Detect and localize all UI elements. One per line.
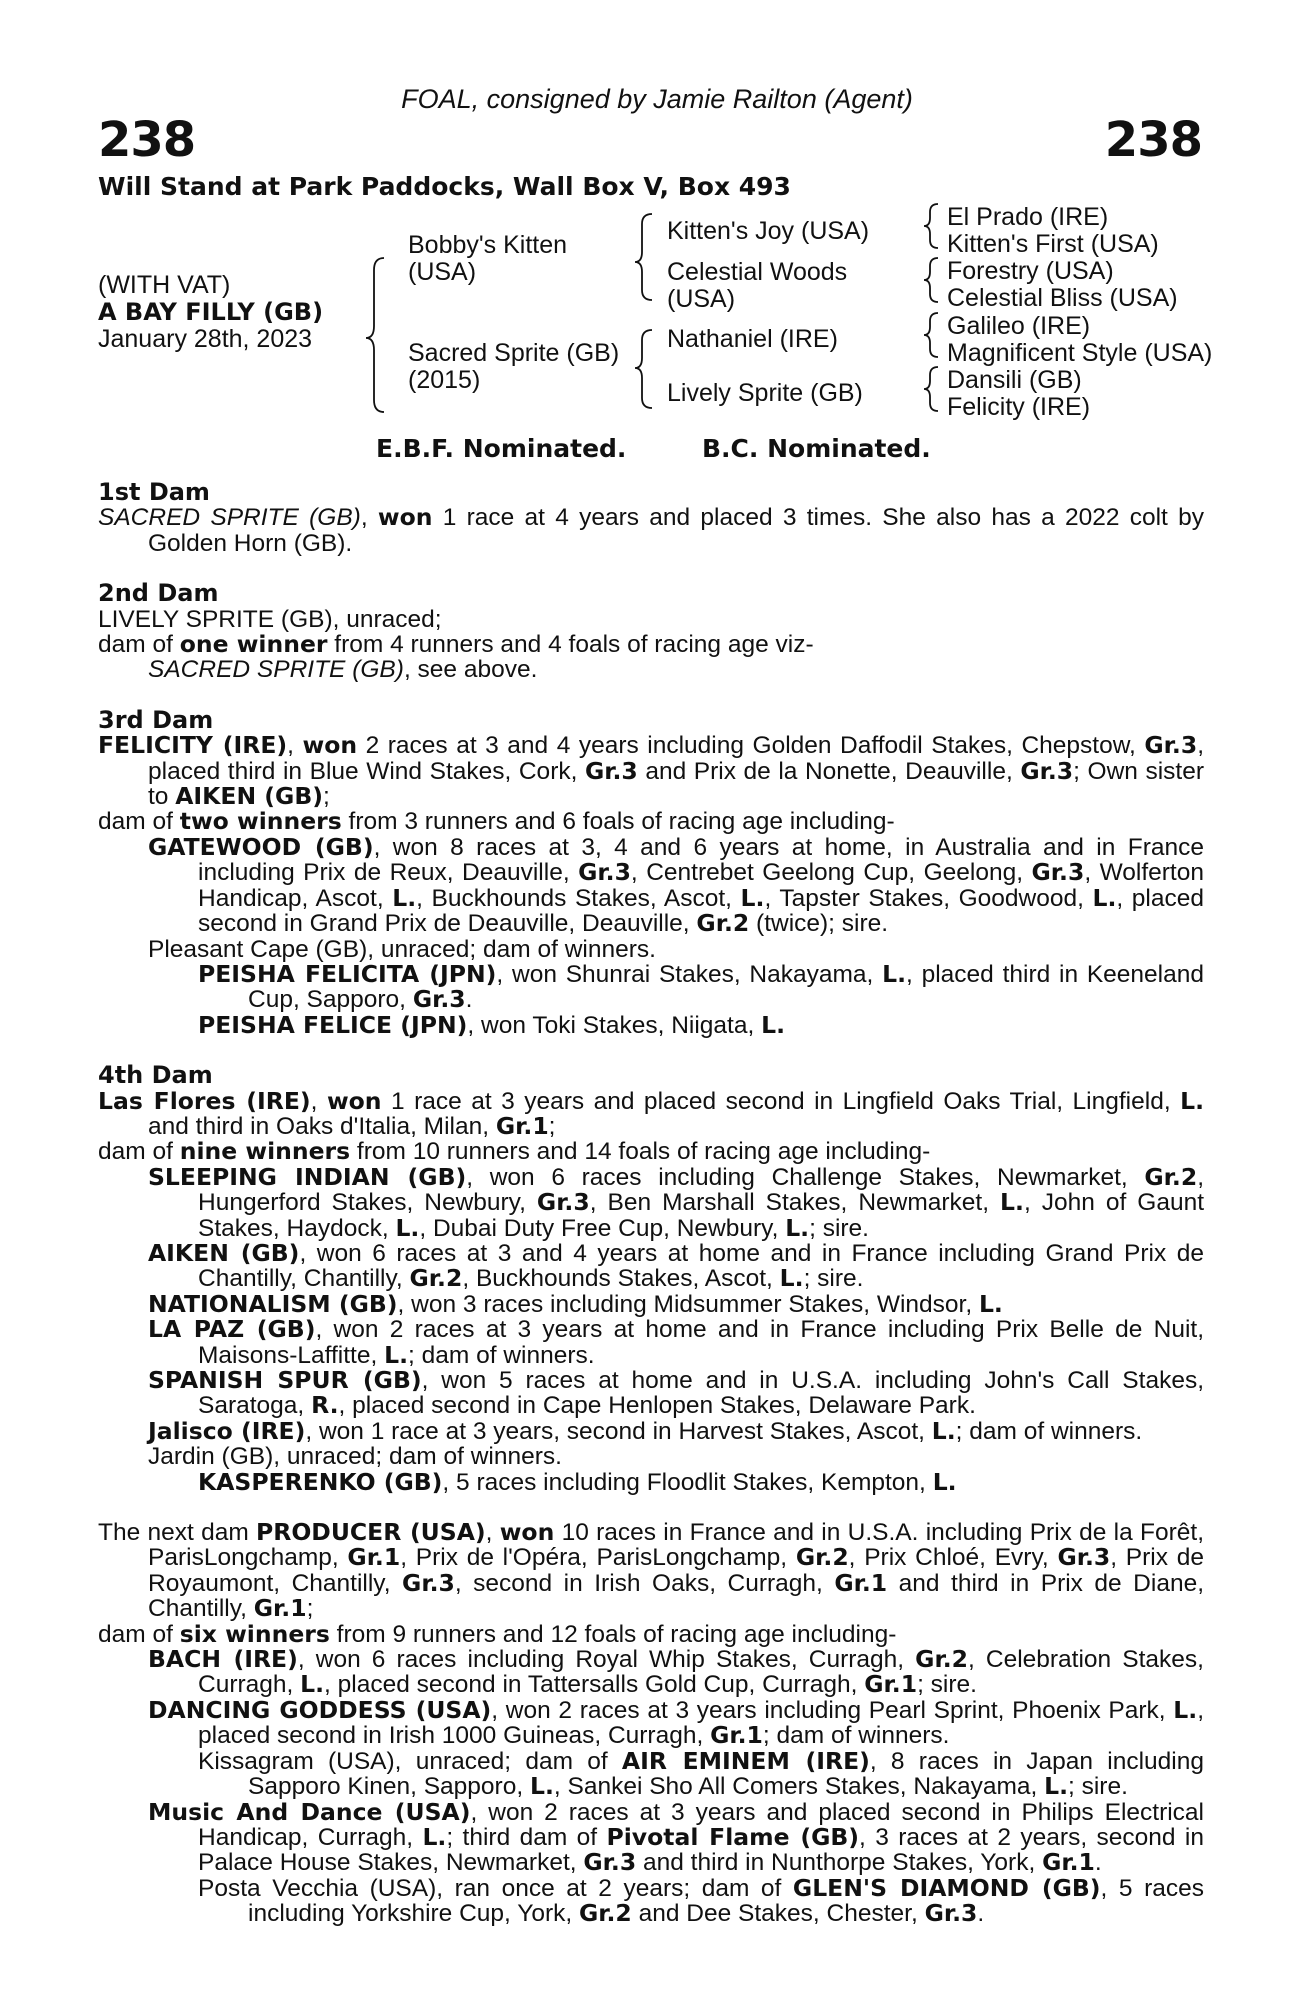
bc-nomination: B.C. Nominated. xyxy=(702,434,931,463)
g3-1: El Prado (IRE) xyxy=(947,203,1109,231)
foaling-date: January 28th, 2023 xyxy=(98,325,313,353)
next-dam-text: The next dam PRODUCER (USA), won 10 races in France and in U.S.A. including Prix de la Forêt, ParisLongchamp, Gr.1, Prix de l'Opéra, ParisLongchamp, Gr.2, Prix Chloé, Evry, Gr.3, Prix de Royaumont, Chantilly, Gr.3, second in Irish Oaks, Curragh, Gr.1 and third in Prix de Diane, Chantilly, Gr.1; xyxy=(98,1518,1205,1623)
produce-peisha-felice: PEISHA FELICE (JPN), won Toki Stakes, Niigata, L. xyxy=(198,1010,786,1039)
first-dam-text: SACRED SPRITE (GB), won 1 race at 4 years and placed 3 times. She also has a 2022 colt by Golden Horn (GB). xyxy=(98,503,1204,557)
produce-posta-vecchia: Posta Vecchia (USA), ran once at 2 years; dam of GLEN'S DIAMOND (GB), 5 races including Yorkshire Cup, York, Gr.2 and Dee Stakes, Chester, Gr.3. xyxy=(198,1873,1204,1928)
g3-5: Galileo (IRE) xyxy=(947,312,1091,340)
produce-la-paz: LA PAZ (GB), won 2 races at 3 years at home and in France including Prix Belle de Nuit, Maisons-Laffitte, L.; dam of winners. xyxy=(148,1315,1204,1369)
dam-name-line2: (2015) xyxy=(408,366,481,394)
sire-name-line2: (USA) xyxy=(408,258,477,286)
g3-8: Felicity (IRE) xyxy=(947,393,1091,421)
g3-6: Magnificent Style (USA) xyxy=(947,339,1213,367)
produce-bach: BACH (IRE), won 6 races including Royal Whip Stakes, Curragh, Gr.2, Celebration Stakes, Curragh, L., placed second in Tattersalls Gold Cup, Curragh, Gr.1; sire. xyxy=(148,1645,1204,1699)
produce-jardin: Jardin (GB), unraced; dam of winners. xyxy=(148,1443,562,1471)
lot-number-right: 238 xyxy=(1104,112,1202,168)
produce-kissagram: Kissagram (USA), unraced; dam of AIR EMINEM (IRE), 8 races in Japan including Sapporo Kinen, Sapporo, L., Sankei Sho All Comers Stakes, Nakayama, L.; sire. xyxy=(198,1746,1204,1801)
produce-dancing-goddess: DANCING GODDESS (USA), won 2 races at 3 years including Pearl Sprint, Phoenix Park, L., placed second in Irish 1000 Guineas, Curragh, Gr.1; dam of winners. xyxy=(148,1695,1204,1750)
next-dam-produce-intro: dam of six winners from 9 runners and 12 foals of racing age including- xyxy=(98,1619,897,1648)
produce-jalisco: Jalisco (IRE), won 1 race at 3 years, second in Harvest Stakes, Ascot, L.; dam of winners. xyxy=(148,1416,1143,1445)
dam-dam: Lively Sprite (GB) xyxy=(667,379,863,407)
vat-note: (WITH VAT) xyxy=(98,271,231,299)
sire-sire: Kitten's Joy (USA) xyxy=(667,217,870,245)
produce-gatewood: GATEWOOD (GB), won 8 races at 3, 4 and 6 years at home, in Australia and in France including Prix de Reux, Deauville, Gr.3, Centrebet Geelong Cup, Geelong, Gr.3, Wolferton Handicap, Ascot, L., Buckhounds Stakes, Ascot, L., Tapster Stakes, Goodwood, L., placed second in Grand Prix de Deauville, Deauville, Gr.2 (twice); sire. xyxy=(148,832,1205,938)
third-dam-produce-intro: dam of two winners from 3 runners and 6 foals of racing age including- xyxy=(98,807,895,836)
sire-name-line1: Bobby's Kitten xyxy=(408,231,568,259)
second-dam-text: LIVELY SPRITE (GB), unraced; xyxy=(98,605,442,633)
ebf-nomination: E.B.F. Nominated. xyxy=(376,434,627,463)
third-dam-text: FELICITY (IRE), won 2 races at 3 and 4 years including Golden Daffodil Stakes, Chepstow, Gr.3, placed third in Blue Wind Stakes, Cork, Gr.3 and Prix de la Nonette, Deauville, Gr.3; Own sister to AIKEN (GB); xyxy=(98,731,1204,811)
bracket-sire xyxy=(635,214,652,300)
stand-info: Will Stand at Park Paddocks, Wall Box V, Box 493 xyxy=(98,172,791,201)
produce-kasperenko: KASPERENKO (GB), 5 races including Floodlit Stakes, Kempton, L. xyxy=(198,1467,957,1496)
produce-aiken: AIKEN (GB), won 6 races at 3 and 4 years at home and in France including Grand Prix de Chantilly, Chantilly, Gr.2, Buckhounds Stakes, Ascot, L.; sire. xyxy=(148,1238,1204,1293)
g3-4: Celestial Bliss (USA) xyxy=(947,284,1178,312)
pedigree-table xyxy=(0,0,1314,470)
second-dam-produce: SACRED SPRITE (GB), see above. xyxy=(148,656,538,684)
bracket-dam xyxy=(635,330,652,408)
g3-3: Forestry (USA) xyxy=(947,257,1114,285)
catalogue-body xyxy=(98,480,1204,1927)
second-dam-heading: 2nd Dam xyxy=(98,579,219,608)
sire-dam-line2: (USA) xyxy=(667,285,736,313)
produce-pleasant-cape: Pleasant Cape (GB), unraced; dam of winners. xyxy=(148,935,656,963)
horse-description: A BAY FILLY (GB) xyxy=(98,298,324,326)
third-dam-heading: 3rd Dam xyxy=(98,705,214,734)
produce-spanish-spur: SPANISH SPUR (GB), won 5 races at home and in U.S.A. including John's Call Stakes, Saratoga, R., placed second in Cape Henlopen Stakes, Delaware Park. xyxy=(148,1366,1204,1420)
lot-number-left: 238 xyxy=(98,112,196,168)
produce-music-and-dance: Music And Dance (USA), won 2 races at 3 years and placed second in Philips Electrical Handicap, Curragh, L.; third dam of Pivotal Flame (GB), 3 races at 2 years, second in Palace House Stakes, Newmarket, Gr.3 and third in Nunthorpe Stakes, York, Gr.1. xyxy=(148,1797,1204,1877)
produce-sleeping-indian: SLEEPING INDIAN (GB), won 6 races including Challenge Stakes, Newmarket, Gr.2, Hungerford Stakes, Newbury, Gr.3, Ben Marshall Stakes, Newmarket, L., John of Gaunt Stakes, Haydock, L., Dubai Duty Free Cup, Newbury, L.; sire. xyxy=(148,1162,1204,1242)
second-dam-produce-intro: dam of one winner from 4 runners and 4 foals of racing age viz- xyxy=(98,630,814,659)
consignment-line: FOAL, consigned by Jamie Railton (Agent) xyxy=(401,84,913,114)
g3-2: Kitten's First (USA) xyxy=(947,230,1159,258)
dam-sire: Nathaniel (IRE) xyxy=(667,325,838,353)
dam-name-line1: Sacred Sprite (GB) xyxy=(408,339,620,367)
first-dam-heading: 1st Dam xyxy=(98,478,210,506)
g3-7: Dansili (GB) xyxy=(947,366,1082,394)
produce-nationalism: NATIONALISM (GB), won 3 races including Midsummer Stakes, Windsor, L. xyxy=(148,1289,1003,1318)
produce-peisha-felicita: PEISHA FELICITA (JPN), won Shunrai Stakes, Nakayama, L., placed third in Keeneland Cup, Sapporo, Gr.3. xyxy=(198,959,1205,1014)
sire-dam-line1: Celestial Woods xyxy=(667,258,848,286)
fourth-dam-text: Las Flores (IRE), won 1 race at 3 years and placed second in Lingfield Oaks Trial, Lingfield, L. and third in Oaks d'Italia, Milan, Gr.1; xyxy=(98,1086,1204,1140)
bracket-main xyxy=(366,258,384,412)
fourth-dam-produce-intro: dam of nine winners from 10 runners and 14 foals of racing age including- xyxy=(98,1137,931,1166)
fourth-dam-heading: 4th Dam xyxy=(98,1061,213,1090)
